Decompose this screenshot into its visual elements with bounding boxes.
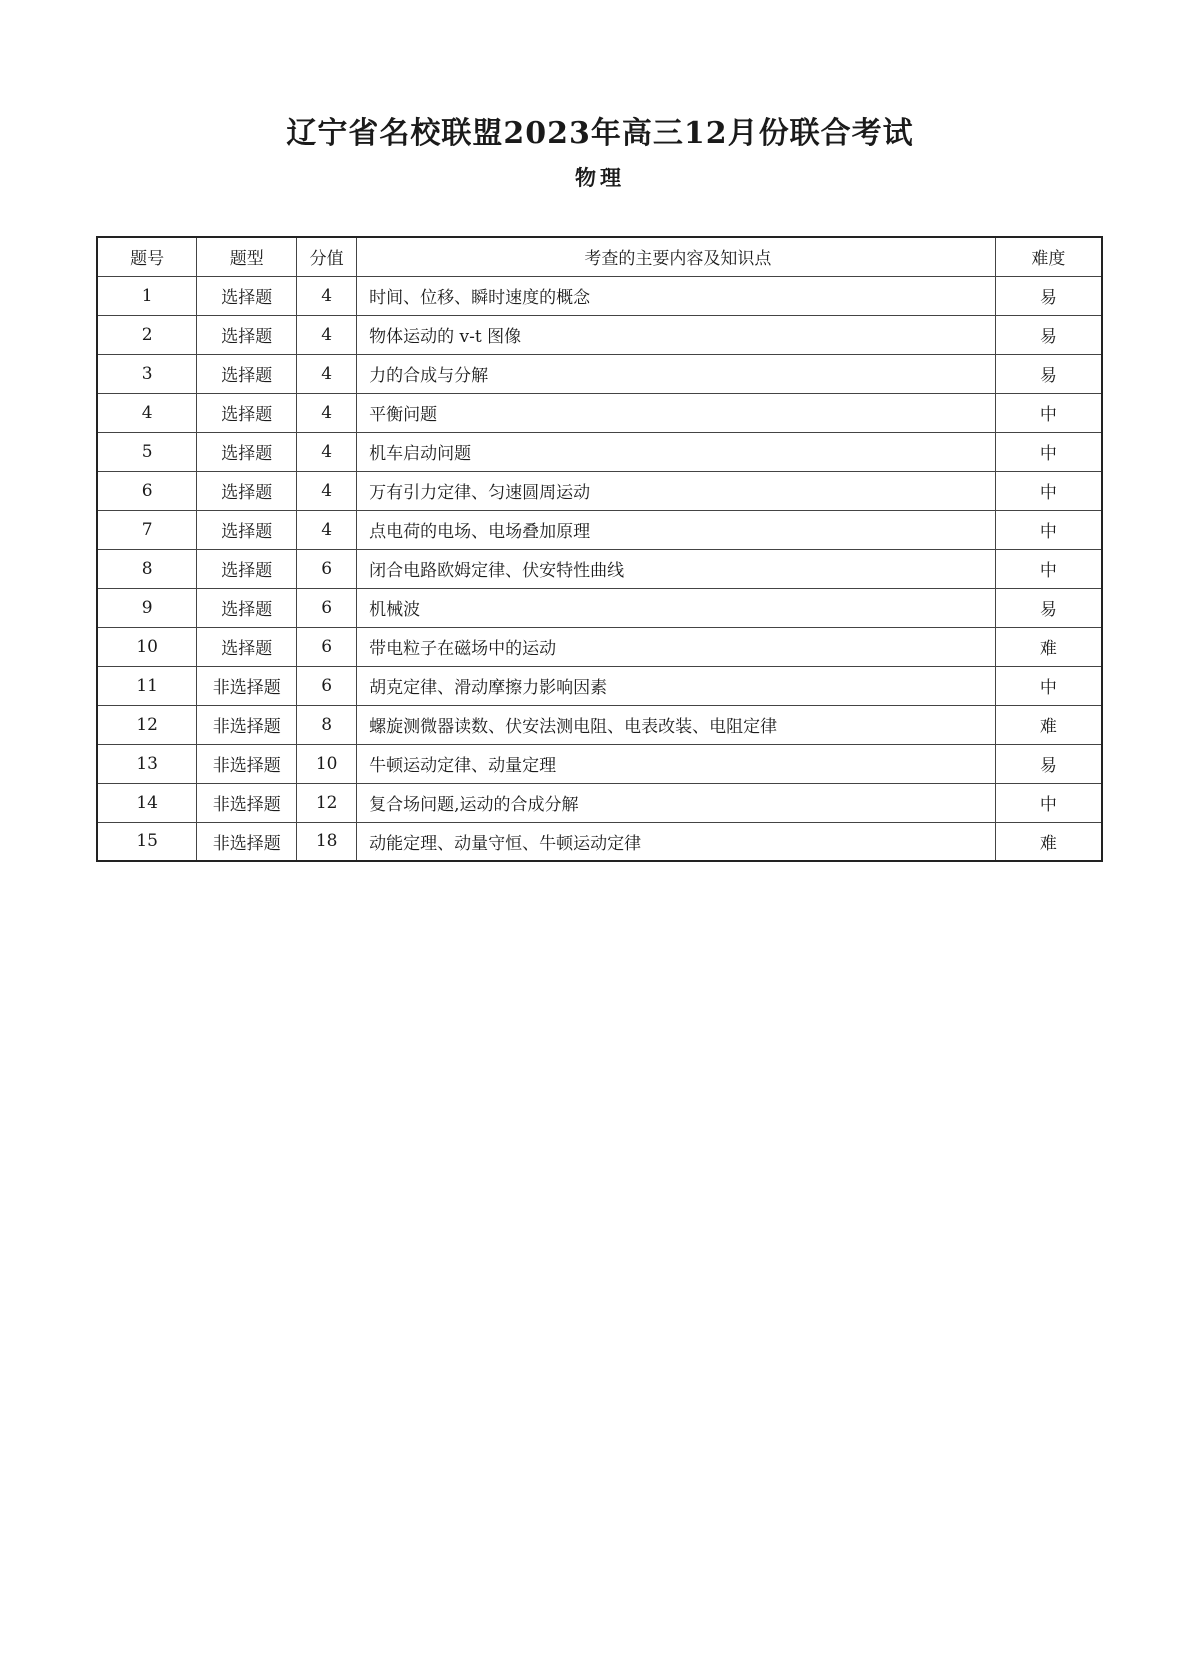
cell-type: 非选择题 — [197, 822, 297, 861]
cell-score: 4 — [297, 315, 357, 354]
header-score: 分值 — [297, 237, 357, 276]
cell-difficulty: 中 — [995, 432, 1102, 471]
cell-num: 3 — [97, 354, 197, 393]
cell-num: 12 — [97, 705, 197, 744]
cell-score: 6 — [297, 627, 357, 666]
cell-type: 选择题 — [197, 432, 297, 471]
cell-difficulty: 易 — [995, 588, 1102, 627]
cell-score: 4 — [297, 432, 357, 471]
table-header-row — [97, 237, 1102, 276]
cell-content: 螺旋测微器读数、伏安法测电阻、电表改装、电阻定律 — [357, 705, 996, 744]
cell-content: 复合场问题,运动的合成分解 — [357, 783, 996, 822]
cell-num: 10 — [97, 627, 197, 666]
cell-score: 10 — [297, 744, 357, 783]
cell-type: 非选择题 — [197, 744, 297, 783]
cell-content: 动能定理、动量守恒、牛顿运动定律 — [357, 822, 996, 861]
cell-content: 万有引力定律、匀速圆周运动 — [357, 471, 996, 510]
cell-num: 1 — [97, 276, 197, 315]
table-row — [97, 822, 1102, 861]
header-difficulty: 难度 — [995, 237, 1102, 276]
cell-num: 13 — [97, 744, 197, 783]
cell-score: 8 — [297, 705, 357, 744]
cell-type: 选择题 — [197, 393, 297, 432]
cell-difficulty: 难 — [995, 627, 1102, 666]
cell-score: 4 — [297, 354, 357, 393]
cell-type: 选择题 — [197, 276, 297, 315]
cell-num: 4 — [97, 393, 197, 432]
cell-num: 14 — [97, 783, 197, 822]
table-row — [97, 666, 1102, 705]
cell-num: 11 — [97, 666, 197, 705]
cell-score: 12 — [297, 783, 357, 822]
cell-type: 选择题 — [197, 510, 297, 549]
table-row — [97, 276, 1102, 315]
cell-score: 4 — [297, 471, 357, 510]
cell-score: 4 — [297, 393, 357, 432]
cell-content: 闭合电路欧姆定律、伏安特性曲线 — [357, 549, 996, 588]
cell-num: 8 — [97, 549, 197, 588]
table-row — [97, 510, 1102, 549]
cell-difficulty: 中 — [995, 666, 1102, 705]
table-row — [97, 627, 1102, 666]
cell-type: 选择题 — [197, 627, 297, 666]
cell-score: 6 — [297, 666, 357, 705]
cell-type: 选择题 — [197, 549, 297, 588]
cell-content: 机车启动问题 — [357, 432, 996, 471]
cell-type: 选择题 — [197, 588, 297, 627]
cell-num: 6 — [97, 471, 197, 510]
cell-content: 点电荷的电场、电场叠加原理 — [357, 510, 996, 549]
cell-difficulty: 中 — [995, 471, 1102, 510]
cell-difficulty: 中 — [995, 393, 1102, 432]
cell-difficulty: 中 — [995, 783, 1102, 822]
cell-type: 非选择题 — [197, 666, 297, 705]
header-num: 题号 — [97, 237, 197, 276]
exam-spec-table — [96, 236, 1103, 862]
cell-score: 4 — [297, 276, 357, 315]
cell-type: 选择题 — [197, 315, 297, 354]
cell-difficulty: 易 — [995, 315, 1102, 354]
cell-content: 机械波 — [357, 588, 996, 627]
cell-num: 2 — [97, 315, 197, 354]
cell-difficulty: 中 — [995, 510, 1102, 549]
cell-score: 6 — [297, 588, 357, 627]
cell-score: 4 — [297, 510, 357, 549]
cell-content: 时间、位移、瞬时速度的概念 — [357, 276, 996, 315]
cell-content: 牛顿运动定律、动量定理 — [357, 744, 996, 783]
table-row — [97, 315, 1102, 354]
cell-score: 6 — [297, 549, 357, 588]
table-row — [97, 549, 1102, 588]
table-row — [97, 588, 1102, 627]
cell-num: 15 — [97, 822, 197, 861]
cell-num: 5 — [97, 432, 197, 471]
cell-content: 胡克定律、滑动摩擦力影响因素 — [357, 666, 996, 705]
table-row — [97, 393, 1102, 432]
cell-difficulty: 易 — [995, 276, 1102, 315]
cell-content: 带电粒子在磁场中的运动 — [357, 627, 996, 666]
cell-difficulty: 中 — [995, 549, 1102, 588]
page-subtitle: 物理 — [575, 166, 625, 190]
table-body — [97, 276, 1102, 861]
cell-num: 7 — [97, 510, 197, 549]
cell-score: 18 — [297, 822, 357, 861]
cell-num: 9 — [97, 588, 197, 627]
table-row — [97, 432, 1102, 471]
cell-content: 物体运动的 v-t 图像 — [357, 315, 996, 354]
table-row — [97, 744, 1102, 783]
cell-difficulty: 难 — [995, 705, 1102, 744]
cell-difficulty: 易 — [995, 744, 1102, 783]
table-row — [97, 705, 1102, 744]
page-title: 辽宁省名校联盟2023年高三12月份联合考试 — [286, 116, 914, 151]
cell-content: 力的合成与分解 — [357, 354, 996, 393]
cell-type: 非选择题 — [197, 705, 297, 744]
cell-type: 选择题 — [197, 471, 297, 510]
cell-type: 非选择题 — [197, 783, 297, 822]
cell-difficulty: 易 — [995, 354, 1102, 393]
table-row — [97, 783, 1102, 822]
cell-content: 平衡问题 — [357, 393, 996, 432]
header-type: 题型 — [197, 237, 297, 276]
cell-difficulty: 难 — [995, 822, 1102, 861]
table-row — [97, 471, 1102, 510]
header-content: 考查的主要内容及知识点 — [357, 237, 996, 276]
table-row — [97, 354, 1102, 393]
cell-type: 选择题 — [197, 354, 297, 393]
